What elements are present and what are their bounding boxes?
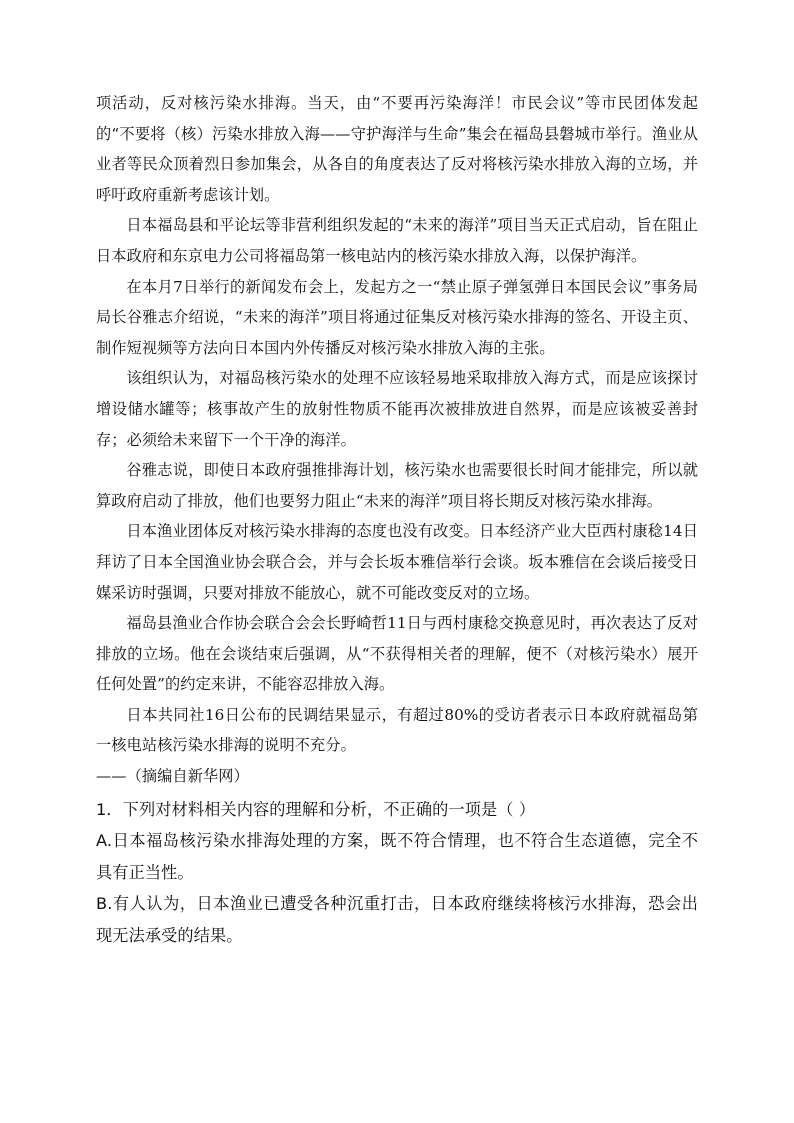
article-paragraph: 项活动，反对核污染水排海。当天，由“不要再污染海洋！市民会议”等市民团体发起的“不要将（核）污染水排放入海——守护海洋与生命”集会在福岛县磐城市举行。渔业从业者等民众顶着烈日参加集会，从各自的角度表达了反对将核污染水排放入海的立场，并呼吁政府重新考虑该计划。 [96, 94, 698, 204]
article-paragraph: 在本月7日举行的新闻发布会上，发起方之一“禁止原子弹氢弹日本国民会议”事务局局长谷雅志介绍说，“未来的海洋”项目将通过征集反对核污染水排海的签名、开设主页、制作短视频等方法向日本国内外传播反对核污染水排放入海的主张。 [96, 277, 698, 357]
article-paragraph: 日本共同社16日公布的民调结果显示，有超过80%的受访者表示日本政府就福岛第一核电站核污染水排海的说明不充分。 [96, 705, 698, 755]
question-option-a: A.日本福岛核污染水排海处理的方案，既不符合情理，也不符合生态道德，完全不具有正当性。 [96, 831, 698, 882]
question-option-b: B.有人认为，日本渔业已遭受各种沉重打击，日本政府继续将核污水排海，恐会出现无法承受的结果。 [96, 894, 698, 945]
question-stem: 1．下列对材料相关内容的理解和分析，不正确的一项是（ ） [96, 799, 536, 819]
article-paragraph: 该组织认为，对福岛核污染水的处理不应该轻易地采取排放入海方式，而是应该探讨增设储水罐等；核事故产生的放射性物质不能再次被排放进自然界，而是应该被妥善封存；必须给未来留下一个干净的海洋。 [96, 369, 698, 449]
article-paragraph: 日本福岛县和平论坛等非营利组织发起的“未来的海洋”项目当天正式启动，旨在阻止日本政府和东京电力公司将福岛第一核电站内的核污染水排放入海，以保护海洋。 [96, 216, 698, 265]
article-paragraph: 日本渔业团体反对核污染水排海的态度也没有改变。日本经济产业大臣西村康稔14日拜访了日本全国渔业协会联合会，并与会长坂本雅信举行会谈。坂本雅信在会谈后接受日媒采访时强调，只要对排放不能放心，就不可能改变反对的立场。 [96, 522, 698, 602]
article-source: ——（摘编自新华网） [96, 767, 249, 786]
article-body [96, 88, 698, 792]
question-block [96, 794, 698, 952]
article-paragraph: 谷雅志说，即使日本政府强推排海计划，核污染水也需要很长时间才能排完，所以就算政府启动了排放，他们也要努力阻止“未来的海洋”项目将长期反对核污染水排海。 [96, 461, 698, 510]
article-paragraph: 福岛县渔业合作协会联合会会长野崎哲11日与西村康稔交换意见时，再次表达了反对排放的立场。他在会谈结束后强调，从“不获得相关者的理解，便不（对核污染水）展开任何处置”的约定来讲，不能容忍排放入海。 [96, 614, 698, 694]
document-content [96, 88, 698, 951]
